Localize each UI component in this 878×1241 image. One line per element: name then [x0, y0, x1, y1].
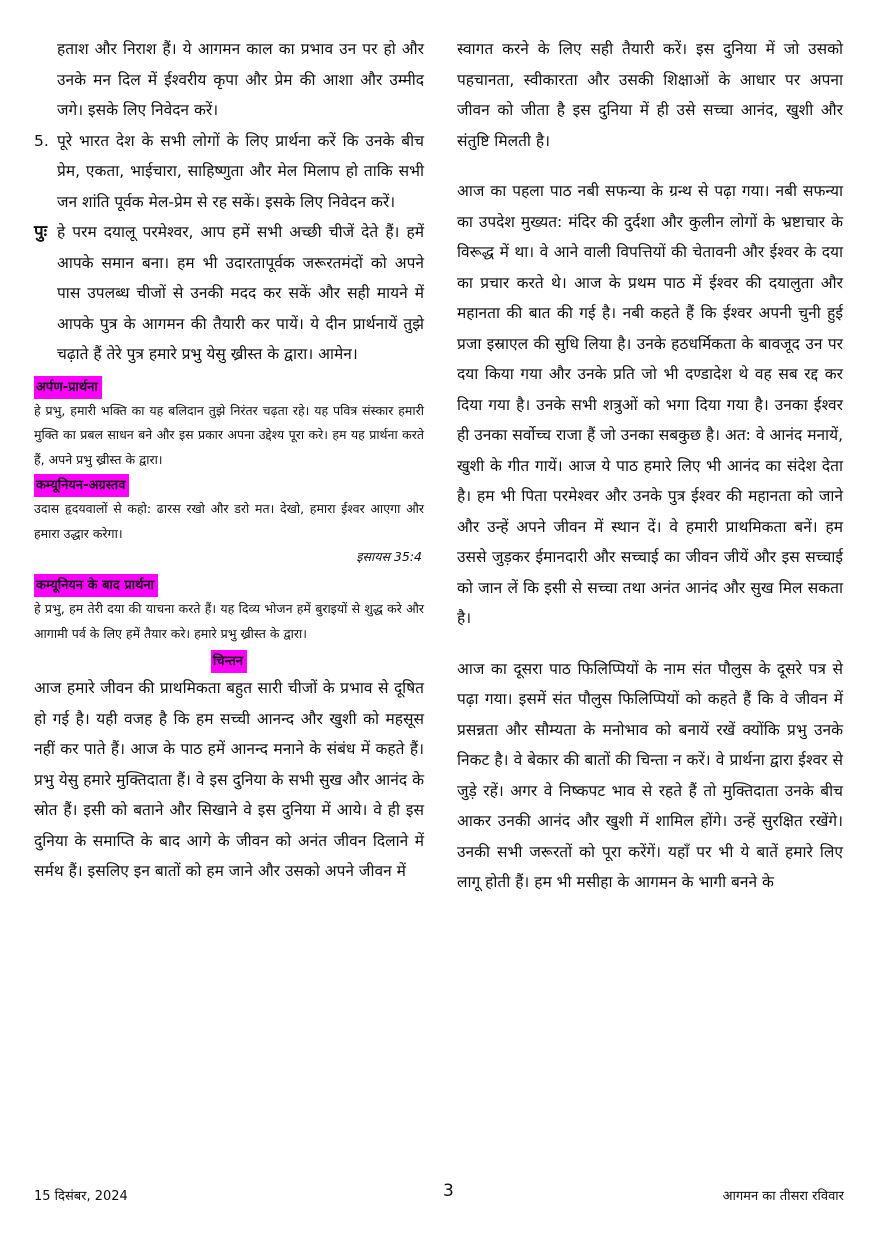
priest-prayer: [34, 217, 424, 370]
first-reading-reflection: आज का पहला पाठ नबी सफन्या के ग्रन्थ से पढ़ा गया। नबी सफन्या का उपदेश मुख्यत: मंदिर की दुर्दशा और कुलीन लोगों के भ्रष्टाचार के विरूद्ध में था। वे आने वाली विपत्तियों की चेतावनी और ईश्वर के दया का प्रचार करते थे। आज के प्रथम पाठ में ईश्वर की दयालुता और महानता की बात की गई है। नबी कहते हैं कि ईश्वर अपनी चुनी हुई प्रजा इस्राएल की सुधि लिया है। उनके हठधर्मिकता के बावजूद उन पर दया किया गया और उनके प्रति जो भी दण्डादेश थे वह सब रद्द कर दिया गया है। उनके सभी शत्रुओं को भगा दिया गया है। उनका ईश्वर ही उनका सर्वोच्च राजा हैं जो उनका सबकुछ है। अत: वे आनंद मनायें, खुशी के गीत गायें। आज ये पाठ हमारे लिए भी आनंद का संदेश देता है। हम भी पिता परमेश्वर और उनके पुत्र ईश्वर की महानता को जाने और उन्हें अपने जीवन में स्थान दें। वे हमारी प्राथमिकता बनें। हम उससे जुड़कर ईमानदारी और सच्चाई का जीवन जीयें और इस सच्चाई को जान लें कि इसी से सच्चा तथा अनंत आनंद और सुख मिल सकता है।: [457, 182, 843, 627]
offering-text: हे प्रभु, हमारी भक्ति का यह बलिदान तुझे निरंतर चढ़ता रहे। यह पवित्र संस्कार हमारी मुक्ति का प्रबल साधन बने और इस प्रकार अपना उद्देश्य पूरा करे। हम यह प्रार्थना करते हैं, अपने प्रभु ख्रीस्त के द्वारा।: [34, 402, 424, 467]
footer-title: आगमन का तीसरा रविवार: [722, 1189, 844, 1204]
communion-antiphon-heading: कम्यूनियन-अग्रस्तव: [34, 474, 129, 497]
offering-heading: अर्पण-प्रार्थना: [34, 376, 102, 399]
second-reading-reflection: आज का दूसरा पाठ फिलिप्पियों के नाम संत पौलुस के दूसरे पत्र से पढ़ा गया। इसमें संत पौलुस फिलिप्पियों को कहते हैं कि वे जीवन में प्रसन्नता और सौम्यता के मनोभाव को बनायें रखें क्योंकि प्रभु उनके निकट है। वे बेकार की बातों की चिन्ता न करें। वे प्रार्थना द्वारा ईश्वर से जुड़े रहें। अगर वे निष्कपट भाव से रहते हैं तो मुक्तिदाता उनके बीच आकर उनकी आनंद और खुशी में शामिल होंगे। उन्हें सुरक्षित रखेंगे। उनकी सभी जरूरतों को पूरा करेंगें। यहाँ पर भी ये बातें हमारे लिए लागू होती हैं। हम भी मसीहा के आगमन के भागी बनने के: [457, 659, 843, 891]
left-column: [34, 34, 424, 887]
right-column: [457, 34, 843, 898]
right-paragraph-1: स्वागत करने के लिए सही तैयारी करें। इस दुनिया में जो उसको पहचानता, स्वीकारता और उसकी शिक्षाओं के आधार पर अपना जीवन को जीता है इस दुनिया में ही उसे सच्चा आनंद, खुशी और संतुष्टि मिलती है।: [457, 40, 843, 150]
item-number: 5.: [34, 131, 49, 150]
priest-label: पुः: [34, 222, 48, 242]
priest-prayer-text: हे परम दयालू परमेश्वर, आप हमें सभी अच्छी चीजें देते हैं। हमें आपके समान बना। हम भी उदारतापूर्वक जरूरतमंदों को अपने पास उपलब्ध चीजों से उनकी मदद कर सकें और सही मायने में आपके पुत्र के आगमन की तैयारी कर पायें। ये दीन प्रार्थनायें तुझे चढ़ाते हैं तेरे पुत्र हमारे प्रभु येसु ख्रीस्त के द्वारा। आमेन।: [57, 223, 424, 363]
intro-paragraph: हताश और निराश हैं। ये आगमन काल का प्रभाव उन पर हो और उनके मन दिल में ईश्वरीय कृपा और प्रेम की आशा और उम्मीद जगे। इसके लिए निवेदन करें।: [57, 40, 424, 119]
page-footer: [0, 1183, 878, 1207]
prayer-item-5: [34, 126, 424, 218]
page-number: 3: [443, 1181, 454, 1201]
item-text: पूरे भारत देश के सभी लोगों के लिए प्रार्थना करें कि उनके बीच प्रेम, एकता, भाईचारा, साहिष्णुता और मेल मिलाप हो ताकि सभी जन शांति पूर्वक मेल-प्रेम से रह सकें। इसके लिए निवेदन करें।: [57, 131, 424, 211]
reflection-text: आज हमारे जीवन की प्राथमिकता बहुत सारी चीजों के प्रभाव से दूषित हो गई है। यही वजह है कि हम सच्ची आनन्द और खुशी को महसूस नहीं कर पाते हैं। आज के पाठ हमें आनन्द मनाने के संबंध में कहते हैं। प्रभु येसु हमारे मुक्तिदाता हैं। वे इस दुनिया के सभी सुख और आनंद के स्रोत हैं। इसी को बताने और सिखाने वे इस दुनिया में आये। वे ही इस दुनिया के समाप्ति के बाद आगे के जीवन को अनंत जीवन दिलाने में सर्मथ हैं। इसलिए इन बातों को हम जाने और उसको अपने जीवन में: [34, 679, 424, 880]
footer-date: 15 दिसंबर, 2024: [34, 1189, 128, 1204]
post-communion-heading: कम्यूनियन के बाद प्रार्थना: [34, 574, 158, 597]
communion-antiphon-text: उदास हृदयवालों से कहो: ढारस रखो और डरो मत। देखो, हमारा ईश्वर आएगा और हमारा उद्धार करेगा।: [34, 501, 424, 541]
scripture-reference: इसायस 35:4: [356, 549, 422, 564]
post-communion-text: हे प्रभु, हम तेरी दया की याचना करते हैं। यह दिव्य भोजन हमें बुराइयों से शुद्ध करे और आगामी पर्व के लिए हमें तैयार करे। हमारे प्रभु ख्रीस्त के द्वारा।: [34, 601, 424, 641]
reflection-heading: चिन्तन: [211, 650, 247, 673]
